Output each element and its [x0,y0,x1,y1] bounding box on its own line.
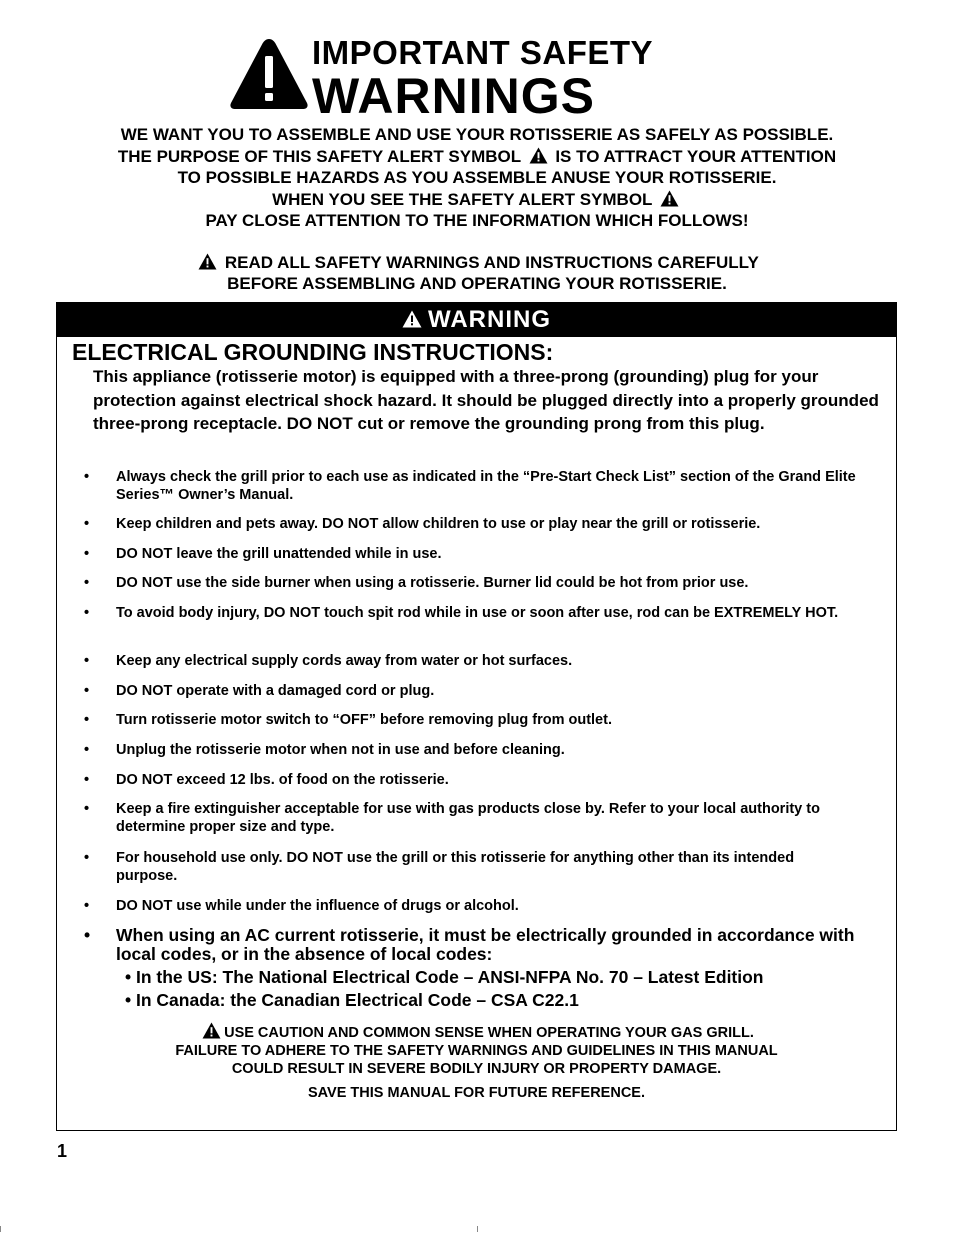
bullet-text: For household use only. DO NOT use the grill or this rotisserie for anything other than its intended purpose. [116,850,795,884]
bullet-text: Keep any electrical supply cords away from water or hot surfaces. [116,653,573,669]
bullet-text: DO NOT operate with a damaged cord or plug. [116,683,435,699]
bullet-text: Unplug the rotisserie motor when not in use and before cleaning. [116,742,565,758]
section-title: ELECTRICAL GROUNDING INSTRUCTIONS: [72,339,554,365]
sub-list-item: • In the US: The National Electrical Code – ANSI-NFPA No. 70 – Latest Edition [125,967,764,987]
bullet-text: When using an AC current rotisserie, it must be electrically grounded in accordance with local codes, or in the absence of local codes: [116,925,855,964]
header-title-line2: WARNINGS [312,68,595,124]
warning-banner [57,303,896,337]
read-all-line-text: READ ALL SAFETY WARNINGS AND INSTRUCTIONS CAREFULLY [224,253,759,272]
warning-triangle-icon [402,310,422,328]
bullet-marker: • [84,742,90,758]
bullet-marker: • [84,850,90,866]
intro-line: PAY CLOSE ATTENTION TO THE INFORMATION WHICH FOLLOWS! [205,211,749,230]
page-header [228,34,688,124]
warning-triangle-icon [228,36,310,112]
warning-triangle-icon [202,1022,221,1039]
bullet-text: To avoid body injury, DO NOT touch spit rod while in use or soon after use, rod can be EXTREMELY HOT. [116,605,839,621]
save-manual-notice: SAVE THIS MANUAL FOR FUTURE REFERENCE. [307,1085,645,1101]
bullet-marker: • [84,653,90,669]
bullet-text: Turn rotisserie motor switch to “OFF” before removing plug from outlet. [116,712,612,728]
bullet-marker: • [84,605,90,621]
bullet-marker: • [84,772,90,788]
intro-line [40,189,914,211]
bullet-marker: • [84,683,90,699]
read-all-line [40,252,914,273]
caution-line: FAILURE TO ADHERE TO THE SAFETY WARNINGS AND GUIDELINES IN THIS MANUAL [175,1043,778,1059]
intro-line-part: WHEN YOU SEE THE SAFETY ALERT SYMBOL [272,189,653,209]
crop-mark [0,1226,1,1232]
bullet-marker: • [84,712,90,728]
bullet-text: DO NOT leave the grill unattended while in use. [116,546,442,562]
intro-text [40,124,914,232]
bullet-marker: • [84,925,91,945]
intro-line: WE WANT YOU TO ASSEMBLE AND USE YOUR ROTISSERIE AS SAFELY AS POSSIBLE. [120,125,834,144]
bullet-text: Always check the grill prior to each use as indicated in the “Pre-Start Check List” section of the Grand Elite Series™ Owner’s Manual. [116,469,856,503]
bullet-marker: • [84,898,90,914]
sub-list-item: • In Canada: the Canadian Electrical Code – CSA C22.1 [125,990,579,1010]
crop-mark [477,1226,478,1232]
intro-line-part: THE PURPOSE OF THIS SAFETY ALERT SYMBOL [117,146,521,166]
read-all-notice [40,252,914,294]
bullet-marker: • [84,575,90,591]
section-body: This appliance (rotisserie motor) is equipped with a three-prong (grounding) plug for your protection against electrical shock hazard. It should be plugged directly into a properly grounded three-prong receptacle. DO NOT cut or remove the grounding prong from this plug. [93,367,879,433]
bullet-text: DO NOT exceed 12 lbs. of food on the rotisserie. [116,772,449,788]
page-number: 1 [57,1141,68,1161]
caution-line-text: USE CAUTION AND COMMON SENSE WHEN OPERATING YOUR GAS GRILL. [224,1025,754,1041]
intro-line: TO POSSIBLE HAZARDS AS YOU ASSEMBLE ANUSE YOUR ROTISSERIE. [177,168,777,187]
bullet-text: DO NOT use while under the influence of drugs or alcohol. [116,898,519,914]
bullet-text: DO NOT use the side burner when using a rotisserie. Burner lid could be hot from prior use. [116,575,749,591]
warning-triangle-icon [660,190,679,207]
caution-line [57,1022,896,1042]
intro-line [40,146,914,168]
intro-line-part: IS TO ATTRACT YOUR ATTENTION [555,146,837,166]
warning-triangle-icon [198,253,217,270]
bullet-marker: • [84,516,90,532]
bullet-marker: • [84,801,90,817]
header-title-line1: IMPORTANT SAFETY [312,34,654,71]
bullet-text: Keep children and pets away. DO NOT allow children to use or play near the grill or rotisserie. [116,516,761,532]
read-all-line: BEFORE ASSEMBLING AND OPERATING YOUR ROTISSERIE. [227,274,727,293]
caution-notice [57,1022,896,1078]
warning-triangle-icon [529,147,548,164]
warning-box [56,302,897,1131]
bullet-marker: • [84,469,90,485]
caution-line: COULD RESULT IN SEVERE BODILY INJURY OR PROPERTY DAMAGE. [231,1061,722,1077]
bullet-marker: • [84,546,90,562]
warning-banner-label: WARNING [428,306,551,333]
bullet-text: Keep a fire extinguisher acceptable for use with gas products close by. Refer to your local authority to determine proper size and type. [116,801,820,835]
